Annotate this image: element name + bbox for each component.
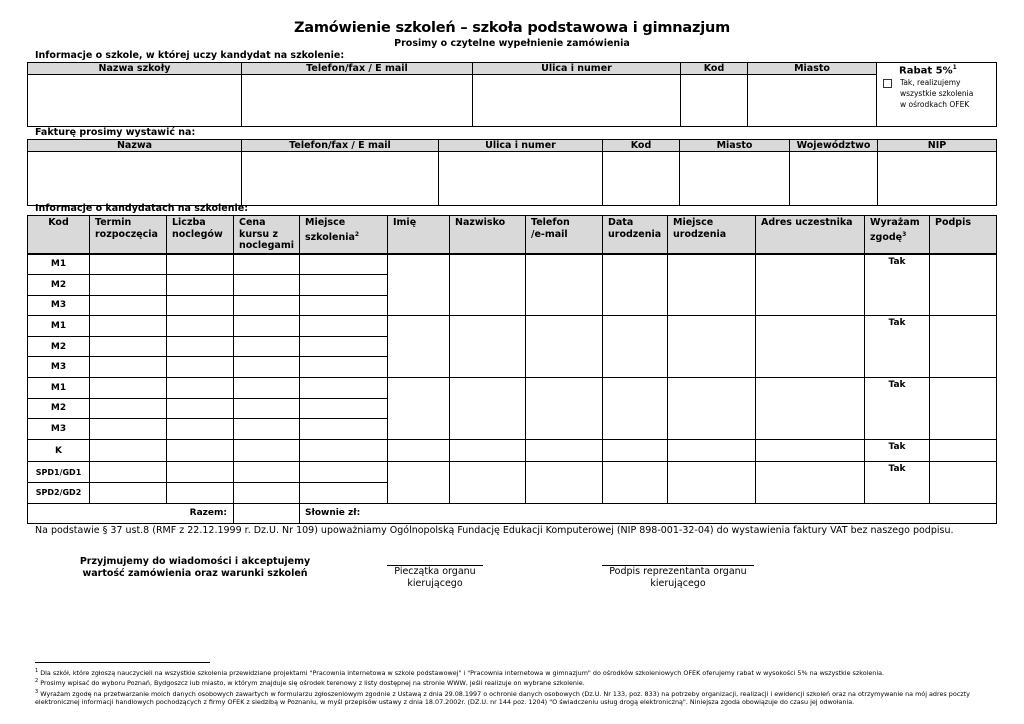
row-code: M1: [28, 316, 90, 337]
termin-cell[interactable]: [90, 439, 167, 462]
representative-signature-block: Podpis reprezentanta organu kierującego: [602, 565, 754, 590]
form-subtitle: Prosimy o czytelne wypełnienie zamówienia: [394, 38, 630, 49]
noclegi-cell[interactable]: [167, 419, 234, 440]
zgoda-cell[interactable]: Tak: [865, 462, 930, 503]
row-code: M2: [28, 398, 90, 419]
noclegi-cell[interactable]: [167, 439, 234, 462]
col-nazwisko: Nazwisko: [450, 216, 526, 254]
data-ur-cell[interactable]: [603, 462, 668, 503]
school-city-field[interactable]: [748, 75, 877, 127]
miejsce-cell[interactable]: [300, 316, 388, 337]
adres-cell[interactable]: [756, 462, 865, 503]
footnote-1: $^1$ Dla szkół, które zgłoszą nauczycieli na wszystkie szkolenia przewidziane projektami "Pracownia internetowa w szkole podstawowej" i "Pracownia internetowa w gimnazjum" do ośrodków szkoleniowych OFEK oferujemy rabat w wysokości 5% na wszystkie szkolenia.: [35, 668, 885, 678]
invoice-name-field[interactable]: [28, 152, 242, 206]
noclegi-cell[interactable]: [167, 336, 234, 357]
col-invoice-code: Kod: [603, 140, 680, 152]
school-phone-field[interactable]: [242, 75, 473, 127]
col-invoice-phone: Telefon/fax / E mail: [242, 140, 439, 152]
col-invoice-nip: NIP: [878, 140, 997, 152]
termin-cell[interactable]: [90, 398, 167, 419]
table-row: [28, 378, 997, 399]
noclegi-cell[interactable]: [167, 316, 234, 337]
invoice-city-field[interactable]: [680, 152, 790, 206]
school-postal-field[interactable]: [681, 75, 748, 127]
zgoda-cell[interactable]: Tak: [865, 378, 930, 440]
imie-cell[interactable]: [388, 439, 450, 462]
noclegi-cell[interactable]: [167, 254, 234, 275]
termin-cell[interactable]: [90, 316, 167, 337]
col-invoice-voivodeship: Województwo: [790, 140, 878, 152]
noclegi-cell[interactable]: [167, 275, 234, 296]
miejsce-cell[interactable]: [300, 378, 388, 399]
cena-cell[interactable]: [234, 439, 300, 462]
candidates-table: [27, 215, 997, 524]
rabat-checkbox[interactable]: [883, 79, 892, 88]
nazwisko-cell[interactable]: [450, 316, 526, 378]
miejsce-cell[interactable]: [300, 295, 388, 316]
col-city: Miasto: [748, 63, 877, 75]
footnote-3-continued: elektronicznej informacji handlowych pochodzących z firmy OFEK z siedzibą w Poznaniu, w myśl przepisów ustawy z dnia 18.07.2002r. (DZ.U. nr 144 poz. 1204) "O świadczeniu usług drogą elektroniczną". Niniejsza zgoda obowiązuje do czasu jej odwołania.: [35, 698, 855, 707]
zgoda-cell[interactable]: Tak: [865, 439, 930, 462]
podpis-cell[interactable]: [930, 254, 997, 316]
invoice-nip-field[interactable]: [878, 152, 997, 206]
col-miejsce-szkolenia: Miejsce szkolenia$^2$: [300, 216, 388, 254]
podpis-cell[interactable]: [930, 316, 997, 378]
podpis-cell[interactable]: [930, 439, 997, 462]
miejsce-cell[interactable]: [300, 398, 388, 419]
col-street: Ulica i numer: [473, 63, 681, 75]
invoice-voivodeship-field[interactable]: [790, 152, 878, 206]
cena-cell[interactable]: [234, 275, 300, 296]
footnote-divider: [35, 662, 210, 663]
row-code: K: [28, 439, 90, 462]
telefon-cell[interactable]: [526, 462, 603, 503]
invoice-section-label: Fakturę prosimy wystawić na:: [35, 127, 196, 138]
footnotes: [35, 667, 1000, 707]
miejsce-ur-cell[interactable]: [668, 439, 756, 462]
authorization-text: Na podstawie § 37 ust.8 (RMF z 22.12.1999 r. Dz.U. Nr 109) upoważniamy Ogólnopolską Fundację Edukacji Komputerowej (NIP 898-001-32-04) do wystawienia faktury VAT bez naszego podpisu.: [35, 525, 954, 536]
table-row: [28, 254, 997, 275]
candidates-section-label: Informacje o kandydatach na szkolenie:: [35, 203, 248, 214]
col-miejsce-urodzenia: Miejsce urodzenia: [668, 216, 756, 254]
cena-cell[interactable]: [234, 357, 300, 378]
cena-cell[interactable]: [234, 254, 300, 275]
podpis-cell[interactable]: [930, 462, 997, 503]
row-code: M2: [28, 336, 90, 357]
adres-cell[interactable]: [756, 254, 865, 316]
school-section-label: Informacje o szkole, w której uczy kandydat na szkolenie:: [35, 50, 345, 61]
cena-cell[interactable]: [234, 398, 300, 419]
col-adres: Adres uczestnika: [756, 216, 865, 254]
school-street-field[interactable]: [473, 75, 681, 127]
zgoda-cell[interactable]: Tak: [865, 316, 930, 378]
invoice-phone-field[interactable]: [242, 152, 439, 206]
nazwisko-cell[interactable]: [450, 378, 526, 440]
miejsce-cell[interactable]: [300, 254, 388, 275]
data-ur-cell[interactable]: [603, 439, 668, 462]
col-telefon: Telefon /e-mail: [526, 216, 603, 254]
col-podpis: Podpis: [930, 216, 997, 254]
telefon-cell[interactable]: [526, 439, 603, 462]
rabat-option-text: Tak, realizujemy wszystkie szkolenia w ośrodkach OFEK: [900, 78, 974, 110]
razem-value-field[interactable]: [234, 503, 300, 524]
miejsce-ur-cell[interactable]: [668, 378, 756, 440]
col-imie: Imię: [388, 216, 450, 254]
invoice-street-field[interactable]: [439, 152, 603, 206]
row-code: M1: [28, 254, 90, 275]
row-code: M3: [28, 357, 90, 378]
col-data-urodzenia: Data urodzenia: [603, 216, 668, 254]
rabat-title: Rabat 5%$^1$: [899, 64, 957, 77]
candidates-header-row: [28, 216, 997, 254]
termin-cell[interactable]: [90, 254, 167, 275]
termin-cell[interactable]: [90, 275, 167, 296]
noclegi-cell[interactable]: [167, 357, 234, 378]
miejsce-cell[interactable]: [300, 439, 388, 462]
stamp-signature-block: Pieczątka organu kierującego: [387, 565, 483, 590]
adres-cell[interactable]: [756, 316, 865, 378]
row-code: SPD2/GD2: [28, 483, 90, 504]
termin-cell[interactable]: [90, 378, 167, 399]
cena-cell[interactable]: [234, 419, 300, 440]
nazwisko-cell[interactable]: [450, 439, 526, 462]
acceptance-text: Przyjmujemy do wiadomości i akceptujemy wartość zamówienia oraz warunki szkoleń: [79, 556, 311, 579]
col-liczba-noclegow: Liczba noclegów: [167, 216, 234, 254]
row-code: M2: [28, 275, 90, 296]
cena-cell[interactable]: [234, 295, 300, 316]
miejsce-cell[interactable]: [300, 462, 388, 483]
form-title: Zamówienie szkoleń – szkoła podstawowa i gimnazjum: [293, 20, 731, 36]
noclegi-cell[interactable]: [167, 462, 234, 483]
imie-cell[interactable]: [388, 316, 450, 378]
table-row: [28, 316, 997, 337]
termin-cell[interactable]: [90, 462, 167, 483]
cena-cell[interactable]: [234, 378, 300, 399]
col-invoice-city: Miasto: [680, 140, 790, 152]
miejsce-cell[interactable]: [300, 336, 388, 357]
col-zgoda: Wyrażam zgodę$^3$: [865, 216, 930, 254]
row-code: SPD1/GD1: [28, 462, 90, 483]
row-code: M3: [28, 295, 90, 316]
imie-cell[interactable]: [388, 378, 450, 440]
col-invoice-street: Ulica i numer: [439, 140, 603, 152]
termin-cell[interactable]: [90, 336, 167, 357]
nazwisko-cell[interactable]: [450, 462, 526, 503]
razem-label: Razem:: [28, 503, 234, 524]
zgoda-cell[interactable]: Tak: [865, 254, 930, 316]
telefon-cell[interactable]: [526, 254, 603, 316]
miejsce-ur-cell[interactable]: [668, 254, 756, 316]
row-code: M1: [28, 378, 90, 399]
telefon-cell[interactable]: [526, 378, 603, 440]
data-ur-cell[interactable]: [603, 316, 668, 378]
col-kod: Kod: [28, 216, 90, 254]
col-phone-email: Telefon/fax / E mail: [242, 63, 473, 75]
rabat-cell: [877, 63, 997, 127]
noclegi-cell[interactable]: [167, 378, 234, 399]
termin-cell[interactable]: [90, 483, 167, 504]
miejsce-cell[interactable]: [300, 419, 388, 440]
adres-cell[interactable]: [756, 439, 865, 462]
footnote-2: $^2$ Prosimy wpisać do wyboru Poznań, Bydgoszcz lub miasto, w którym znajduje się ośrodek terenowy z listy dostępnej na stronie WWW, jeśli realizuje on wybrane szkolenie.: [35, 678, 585, 688]
termin-cell[interactable]: [90, 419, 167, 440]
col-invoice-name: Nazwa: [28, 140, 242, 152]
school-info-table: [27, 62, 997, 127]
termin-cell[interactable]: [90, 357, 167, 378]
row-code: M3: [28, 419, 90, 440]
footnote-3: $^3$ Wyrażam zgodę na przetwarzanie moich danych osobowych zawartych w formularzu zgłoszeniowym zgodnie z Ustawą z dnia 29.08.1997 o ochronie danych osobowych (Dz.U. Nr 133, poz. 833) na potrzeby organizacji, realizacji i ewidencji szkoleń oraz na otrzymywanie na mój adres poczty: [35, 688, 970, 698]
cena-cell[interactable]: [234, 316, 300, 337]
data-ur-cell[interactable]: [603, 254, 668, 316]
podpis-cell[interactable]: [930, 378, 997, 440]
miejsce-cell[interactable]: [300, 483, 388, 504]
nazwisko-cell[interactable]: [450, 254, 526, 316]
imie-cell[interactable]: [388, 254, 450, 316]
miejsce-ur-cell[interactable]: [668, 316, 756, 378]
telefon-cell[interactable]: [526, 316, 603, 378]
noclegi-cell[interactable]: [167, 483, 234, 504]
col-termin: Termin rozpoczęcia: [90, 216, 167, 254]
adres-cell[interactable]: [756, 378, 865, 440]
miejsce-ur-cell[interactable]: [668, 462, 756, 503]
data-ur-cell[interactable]: [603, 378, 668, 440]
col-cena: Cena kursu z noclegami: [234, 216, 300, 254]
invoice-code-field[interactable]: [603, 152, 680, 206]
noclegi-cell[interactable]: [167, 398, 234, 419]
miejsce-cell[interactable]: [300, 275, 388, 296]
school-name-field[interactable]: [28, 75, 242, 127]
cena-cell[interactable]: [234, 483, 300, 504]
imie-cell[interactable]: [388, 462, 450, 503]
col-school-name: Nazwa szkoły: [28, 63, 242, 75]
termin-cell[interactable]: [90, 295, 167, 316]
totals-row: [28, 503, 997, 524]
cena-cell[interactable]: [234, 336, 300, 357]
invoice-table: [27, 139, 997, 206]
table-row: [28, 462, 997, 483]
col-postal-code: Kod: [681, 63, 748, 75]
cena-cell[interactable]: [234, 462, 300, 483]
slownie-field[interactable]: Słownie zł:: [300, 503, 997, 524]
table-row: [28, 439, 997, 462]
noclegi-cell[interactable]: [167, 295, 234, 316]
miejsce-cell[interactable]: [300, 357, 388, 378]
